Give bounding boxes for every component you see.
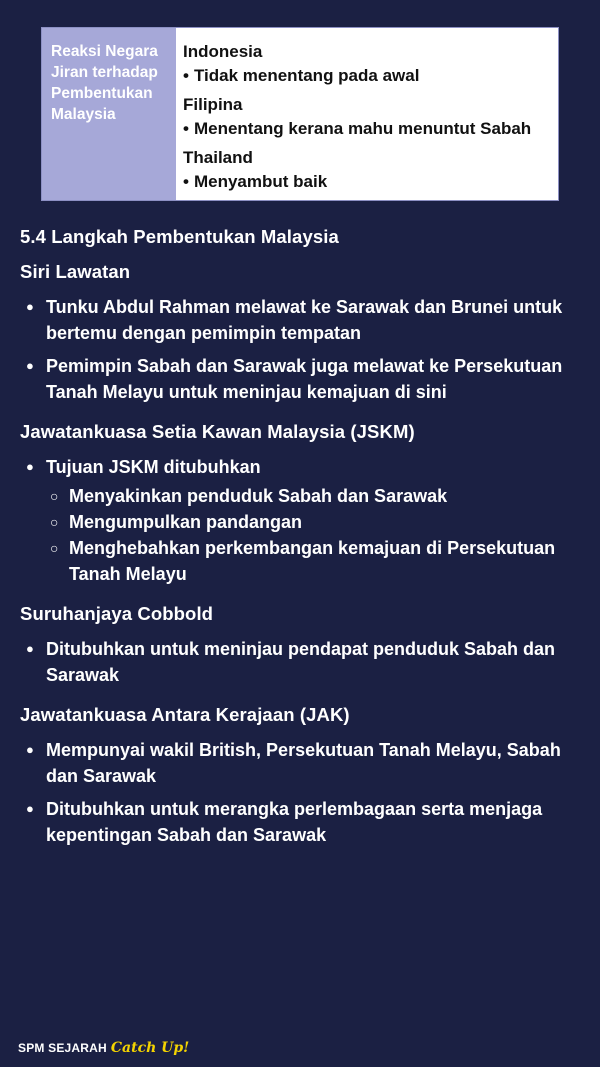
point-thailand: • Menyambut baik xyxy=(183,170,558,194)
table-label: Reaksi Negara Jiran terhadap Pembentukan Malaysia xyxy=(42,28,176,200)
country-filipina: Filipina xyxy=(183,95,243,114)
list-item: ● Ditubuhkan untuk meninjau pendapat penduduk Sabah dan Sarawak xyxy=(20,636,595,688)
footer-brand: SPM SEJARAH xyxy=(18,1041,107,1055)
siri-lawatan-heading: Siri Lawatan xyxy=(20,261,131,282)
footer-logo xyxy=(18,1040,189,1056)
jskm-heading: Jawatankuasa Setia Kawan Malaysia (JSKM) xyxy=(20,421,415,442)
list-item: ● Ditubuhkan untuk merangka perlembagaan serta menjaga kepentingan Sabah dan Sarawak xyxy=(20,796,595,848)
table-content xyxy=(176,28,558,200)
sub-list-item: ○ Mengumpulkan pandangan xyxy=(46,509,595,535)
siri-lawatan-list xyxy=(20,294,595,405)
notes-content xyxy=(20,224,595,862)
section-title: 5.4 Langkah Pembentukan Malaysia xyxy=(20,226,339,247)
list-item: ● Pemimpin Sabah dan Sarawak juga melawat ke Persekutuan Tanah Melayu untuk meninjau kemajuan di sini xyxy=(20,353,595,405)
reaction-table xyxy=(41,27,559,201)
cobbold-heading: Suruhanjaya Cobbold xyxy=(20,603,214,624)
point-filipina: • Menentang kerana mahu menuntut Sabah xyxy=(183,117,558,141)
sub-list-item: ○ Menghebahkan perkembangan kemajuan di Persekutuan Tanah Melayu xyxy=(46,535,595,587)
point-indonesia: • Tidak menentang pada awal xyxy=(183,64,558,88)
country-indonesia: Indonesia xyxy=(183,42,263,61)
cobbold-list xyxy=(20,636,595,688)
jskm-sublist xyxy=(46,483,595,587)
jskm-item: Tujuan JSKM ditubuhkan xyxy=(46,457,261,477)
country-thailand: Thailand xyxy=(183,148,253,167)
jskm-list xyxy=(20,454,595,587)
list-item: ● Mempunyai wakil British, Persekutuan Tanah Melayu, Sabah dan Sarawak xyxy=(20,737,595,789)
jak-heading: Jawatankuasa Antara Kerajaan (JAK) xyxy=(20,704,350,725)
jak-list xyxy=(20,737,595,848)
list-item xyxy=(20,454,595,587)
list-item: ● Tunku Abdul Rahman melawat ke Sarawak dan Brunei untuk bertemu dengan pemimpin tempatan xyxy=(20,294,595,346)
footer-tagline: Catch Up! xyxy=(110,1040,190,1056)
sub-list-item: ○ Menyakinkan penduduk Sabah dan Sarawak xyxy=(46,483,595,509)
